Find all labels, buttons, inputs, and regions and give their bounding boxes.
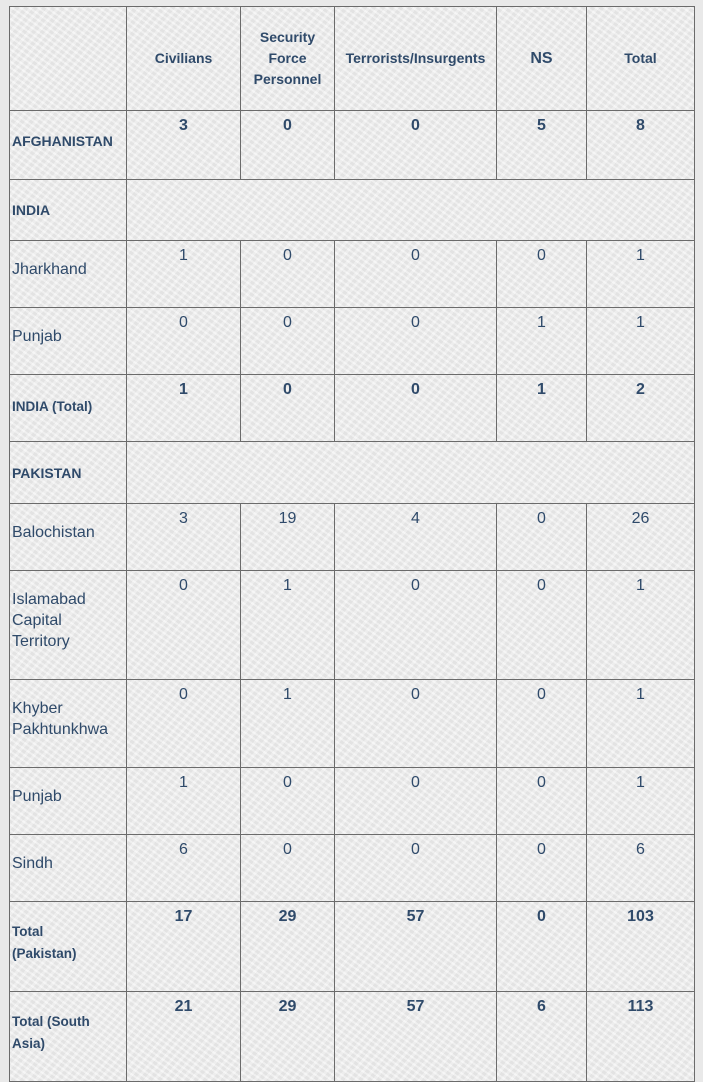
header-total: Total xyxy=(587,7,695,111)
cell-terrorists: 0 xyxy=(335,375,497,442)
cell-total: 1 xyxy=(587,308,695,375)
cell-ns: 0 xyxy=(497,241,587,308)
fatalities-table-container xyxy=(9,6,695,1082)
header-terrorists: Terrorists/Insurgents xyxy=(335,7,497,111)
header-security-force: Security Force Personnel xyxy=(241,7,335,111)
cell-security: 0 xyxy=(241,308,335,375)
cell-ns: 0 xyxy=(497,768,587,835)
table-row xyxy=(10,680,695,768)
cell-civilians: 0 xyxy=(127,680,241,768)
table-row xyxy=(10,992,695,1082)
cell-civilians: 0 xyxy=(127,571,241,680)
cell-security: 0 xyxy=(241,375,335,442)
cell-ns: 0 xyxy=(497,571,587,680)
row-label: PAKISTAN xyxy=(10,442,127,504)
cell-total: 6 xyxy=(587,835,695,902)
cell-security: 19 xyxy=(241,504,335,571)
row-label: INDIA xyxy=(10,180,127,241)
table-row xyxy=(10,768,695,835)
cell-security: 1 xyxy=(241,680,335,768)
cell-security: 29 xyxy=(241,902,335,992)
table-row xyxy=(10,571,695,680)
row-label: Punjab xyxy=(10,308,127,375)
table-row xyxy=(10,308,695,375)
cell-terrorists: 4 xyxy=(335,504,497,571)
cell-civilians: 3 xyxy=(127,111,241,180)
cell-total: 26 xyxy=(587,504,695,571)
row-label: INDIA (Total) xyxy=(10,375,127,442)
cell-terrorists: 0 xyxy=(335,680,497,768)
cell-terrorists: 0 xyxy=(335,768,497,835)
cell-total: 113 xyxy=(587,992,695,1082)
row-label: Khyber Pakhtunkhwa xyxy=(10,680,127,768)
cell-civilians: 1 xyxy=(127,768,241,835)
cell-total: 1 xyxy=(587,768,695,835)
cell-security: 0 xyxy=(241,768,335,835)
cell-security: 0 xyxy=(241,241,335,308)
row-label: Total (Pakistan) xyxy=(10,902,127,992)
cell-security: 29 xyxy=(241,992,335,1082)
table-row xyxy=(10,241,695,308)
header-ns: NS xyxy=(497,7,587,111)
header-civilians: Civilians xyxy=(127,7,241,111)
cell-total: 8 xyxy=(587,111,695,180)
row-label: Total (South Asia) xyxy=(10,992,127,1082)
row-label: Islamabad Capital Territory xyxy=(10,571,127,680)
cell-civilians: 0 xyxy=(127,308,241,375)
cell-ns: 1 xyxy=(497,308,587,375)
cell-total: 103 xyxy=(587,902,695,992)
cell-total: 2 xyxy=(587,375,695,442)
cell-terrorists: 0 xyxy=(335,241,497,308)
row-label: Balochistan xyxy=(10,504,127,571)
cell-civilians: 6 xyxy=(127,835,241,902)
table-row xyxy=(10,375,695,442)
cell-total: 1 xyxy=(587,571,695,680)
row-label: Punjab xyxy=(10,768,127,835)
cell-terrorists: 0 xyxy=(335,308,497,375)
cell-ns: 0 xyxy=(497,902,587,992)
cell-terrorists: 0 xyxy=(335,571,497,680)
cell-civilians: 21 xyxy=(127,992,241,1082)
cell-terrorists: 0 xyxy=(335,111,497,180)
cell-civilians: 1 xyxy=(127,241,241,308)
cell-ns: 1 xyxy=(497,375,587,442)
cell-ns: 5 xyxy=(497,111,587,180)
cell-ns: 6 xyxy=(497,992,587,1082)
header-row xyxy=(10,7,695,111)
cell-total: 1 xyxy=(587,241,695,308)
row-label: Jharkhand xyxy=(10,241,127,308)
cell-ns: 0 xyxy=(497,680,587,768)
empty-span-cell xyxy=(127,180,695,241)
cell-total: 1 xyxy=(587,680,695,768)
header-empty-cell xyxy=(10,7,127,111)
cell-civilians: 3 xyxy=(127,504,241,571)
table-row xyxy=(10,835,695,902)
empty-span-cell xyxy=(127,442,695,504)
table-row xyxy=(10,504,695,571)
cell-terrorists: 57 xyxy=(335,992,497,1082)
cell-civilians: 1 xyxy=(127,375,241,442)
cell-security: 1 xyxy=(241,571,335,680)
cell-security: 0 xyxy=(241,835,335,902)
cell-ns: 0 xyxy=(497,504,587,571)
row-label: Sindh xyxy=(10,835,127,902)
table-row xyxy=(10,442,695,504)
cell-security: 0 xyxy=(241,111,335,180)
cell-terrorists: 57 xyxy=(335,902,497,992)
cell-terrorists: 0 xyxy=(335,835,497,902)
fatalities-table xyxy=(9,6,695,1082)
cell-civilians: 17 xyxy=(127,902,241,992)
cell-ns: 0 xyxy=(497,835,587,902)
table-row xyxy=(10,902,695,992)
row-label: AFGHANISTAN xyxy=(10,111,127,180)
table-row xyxy=(10,180,695,241)
table-row xyxy=(10,111,695,180)
